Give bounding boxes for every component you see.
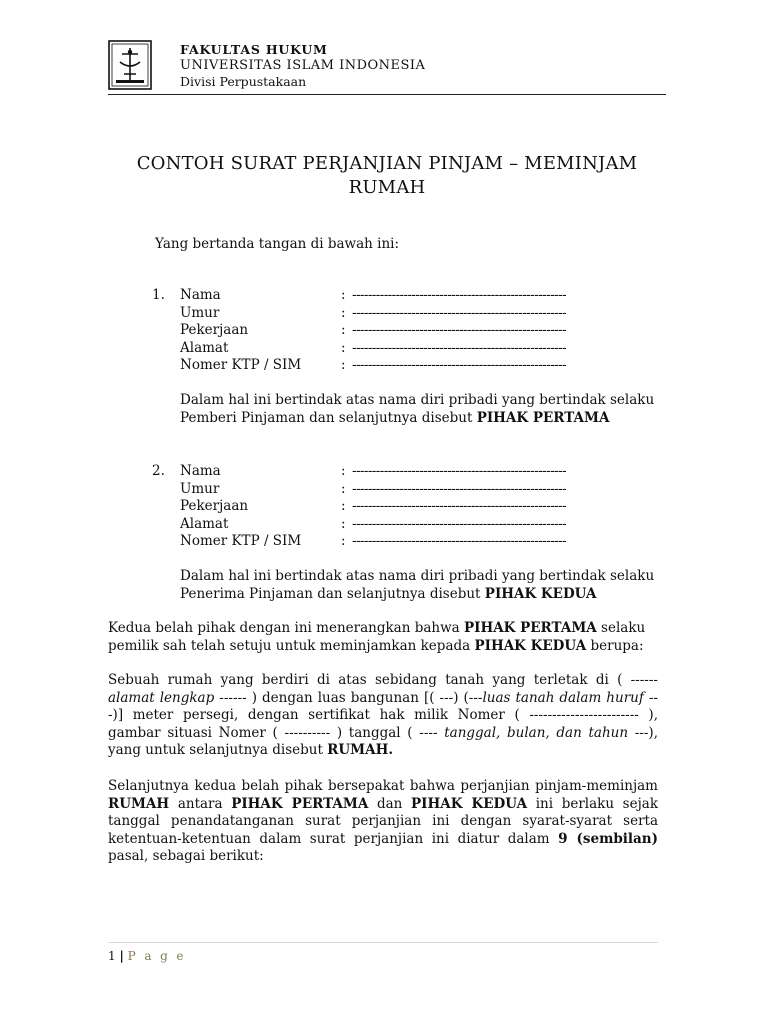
- bold-term: PIHAK PERTAMA: [463, 620, 597, 636]
- paragraph-text: dan: [376, 795, 403, 812]
- fill-in-line: ------------------------------------------------------: [352, 357, 566, 373]
- agreement-paragraph: [108, 620, 660, 655]
- page-label: P a g e: [127, 949, 186, 963]
- paragraph-text: pasal, sebagai berikut:: [108, 848, 264, 864]
- colon: :: [341, 287, 346, 303]
- placeholder-text: alamat lengkap: [108, 689, 215, 706]
- description-line: Dalam hal ini bertindak atas nama diri pribadi yang bertindak selaku: [180, 392, 655, 408]
- university-name: UNIVERSITAS ISLAM INDONESIA: [180, 58, 426, 73]
- field-label: Nomer KTP / SIM: [180, 533, 302, 549]
- colon: :: [341, 463, 346, 479]
- field-label: Umur: [180, 304, 220, 321]
- placeholder-text: tanggal, bulan, dan tahun: [444, 724, 629, 741]
- bold-term: PIHAK PERTAMA: [231, 795, 369, 812]
- colon: :: [341, 498, 346, 514]
- paragraph-text: ini berlaku sejak tanggal penandatanganan surat perjanjian ini dengan syarat-syarat serta ketentuan-ketentuan dalam surat perjanjian ini diatur dalam: [108, 795, 658, 847]
- colon: :: [341, 357, 346, 373]
- field-label: Alamat: [180, 339, 229, 356]
- division-name: Divisi Perpustakaan: [180, 74, 307, 89]
- fill-in-line: ------------------------------------------------------: [352, 480, 566, 497]
- fill-in-line: ------------------------------------------------------: [352, 304, 566, 321]
- university-logo-icon: [108, 40, 152, 90]
- fill-in-line: ------------------------------------------------------: [352, 339, 566, 356]
- field-label: Pekerjaan: [180, 498, 249, 514]
- intro-text: Yang bertanda tangan di bawah ini:: [155, 236, 400, 252]
- bold-term: PIHAK KEDUA: [411, 795, 528, 812]
- document-title: [108, 152, 666, 200]
- field-label: Nomer KTP / SIM: [180, 357, 302, 373]
- title-line-2: RUMAH: [348, 177, 426, 198]
- property-paragraph: [108, 672, 658, 760]
- placeholder-text: luas tanah dalam huruf: [482, 689, 644, 706]
- paragraph-text: Kedua belah pihak dengan ini menerangkan bahwa: [108, 620, 460, 636]
- paragraph-text: berupa:: [590, 637, 644, 654]
- footer-divider: [108, 942, 658, 943]
- party-1-description: [180, 392, 660, 427]
- bold-term: RUMAH.: [327, 742, 394, 758]
- colon: :: [341, 515, 346, 532]
- field-label: Pekerjaan: [180, 322, 249, 338]
- paragraph-text: ---), yang untuk selanjutnya disebut: [108, 724, 658, 758]
- page-separator: |: [119, 949, 124, 963]
- party-1-role: PIHAK PERTAMA: [476, 409, 610, 426]
- letterhead: [108, 40, 666, 95]
- bold-term: 9 (sembilan): [558, 830, 658, 847]
- paragraph-text: ---)] meter persegi, dengan sertifikat hak milik Nomer ( ------------------------ ), gambar situasi Nomer ( ---------- ) tanggal ( ----: [108, 689, 659, 741]
- field-label: Nama: [180, 463, 221, 479]
- party-1-number: 1.: [152, 287, 165, 303]
- description-line: [180, 410, 660, 428]
- bold-term: RUMAH: [108, 795, 170, 812]
- colon: :: [341, 304, 346, 321]
- title-line-1: CONTOH SURAT PERJANJIAN PINJAM – MEMINJAM: [136, 153, 638, 174]
- fill-in-line: ------------------------------------------------------: [352, 463, 566, 479]
- party-2-role: PIHAK KEDUA: [484, 585, 597, 602]
- field-label: Alamat: [180, 515, 229, 532]
- colon: :: [341, 533, 346, 549]
- page-number: 1: [108, 949, 116, 963]
- paragraph-text: selaku pemilik sah telah setuju untuk meminjamkan kepada: [108, 620, 646, 654]
- fill-in-line: ------------------------------------------------------: [352, 533, 566, 549]
- colon: :: [341, 322, 346, 338]
- bold-term: PIHAK KEDUA: [474, 637, 587, 654]
- description-line: [180, 586, 660, 604]
- fill-in-line: ------------------------------------------------------: [352, 287, 566, 303]
- paragraph-text: Sebuah rumah yang berdiri di atas sebidang tanah yang terletak di ( ------: [108, 672, 658, 688]
- description-text: Penerima Pinjaman dan selanjutnya disebut: [180, 585, 481, 602]
- field-label: Umur: [180, 480, 220, 497]
- field-label: Nama: [180, 287, 221, 303]
- description-text: Pemberi Pinjaman dan selanjutnya disebut: [180, 409, 473, 426]
- faculty-name: FAKULTAS HUKUM: [180, 42, 328, 57]
- colon: :: [341, 339, 346, 356]
- fill-in-line: ------------------------------------------------------: [352, 515, 566, 532]
- party-2-number: 2.: [152, 463, 165, 479]
- validity-paragraph: [108, 778, 658, 866]
- party-2-description: [180, 568, 660, 603]
- paragraph-text: ------ ) dengan luas bangunan [( ---) (---: [219, 689, 483, 706]
- colon: :: [341, 480, 346, 497]
- description-line: Dalam hal ini bertindak atas nama diri pribadi yang bertindak selaku: [180, 568, 655, 584]
- page-footer: [108, 948, 186, 964]
- paragraph-text: Selanjutnya kedua belah pihak bersepakat bahwa perjanjian pinjam-meminjam: [108, 778, 658, 794]
- paragraph-text: antara: [177, 795, 223, 812]
- fill-in-line: ------------------------------------------------------: [352, 498, 566, 514]
- fill-in-line: ------------------------------------------------------: [352, 322, 566, 338]
